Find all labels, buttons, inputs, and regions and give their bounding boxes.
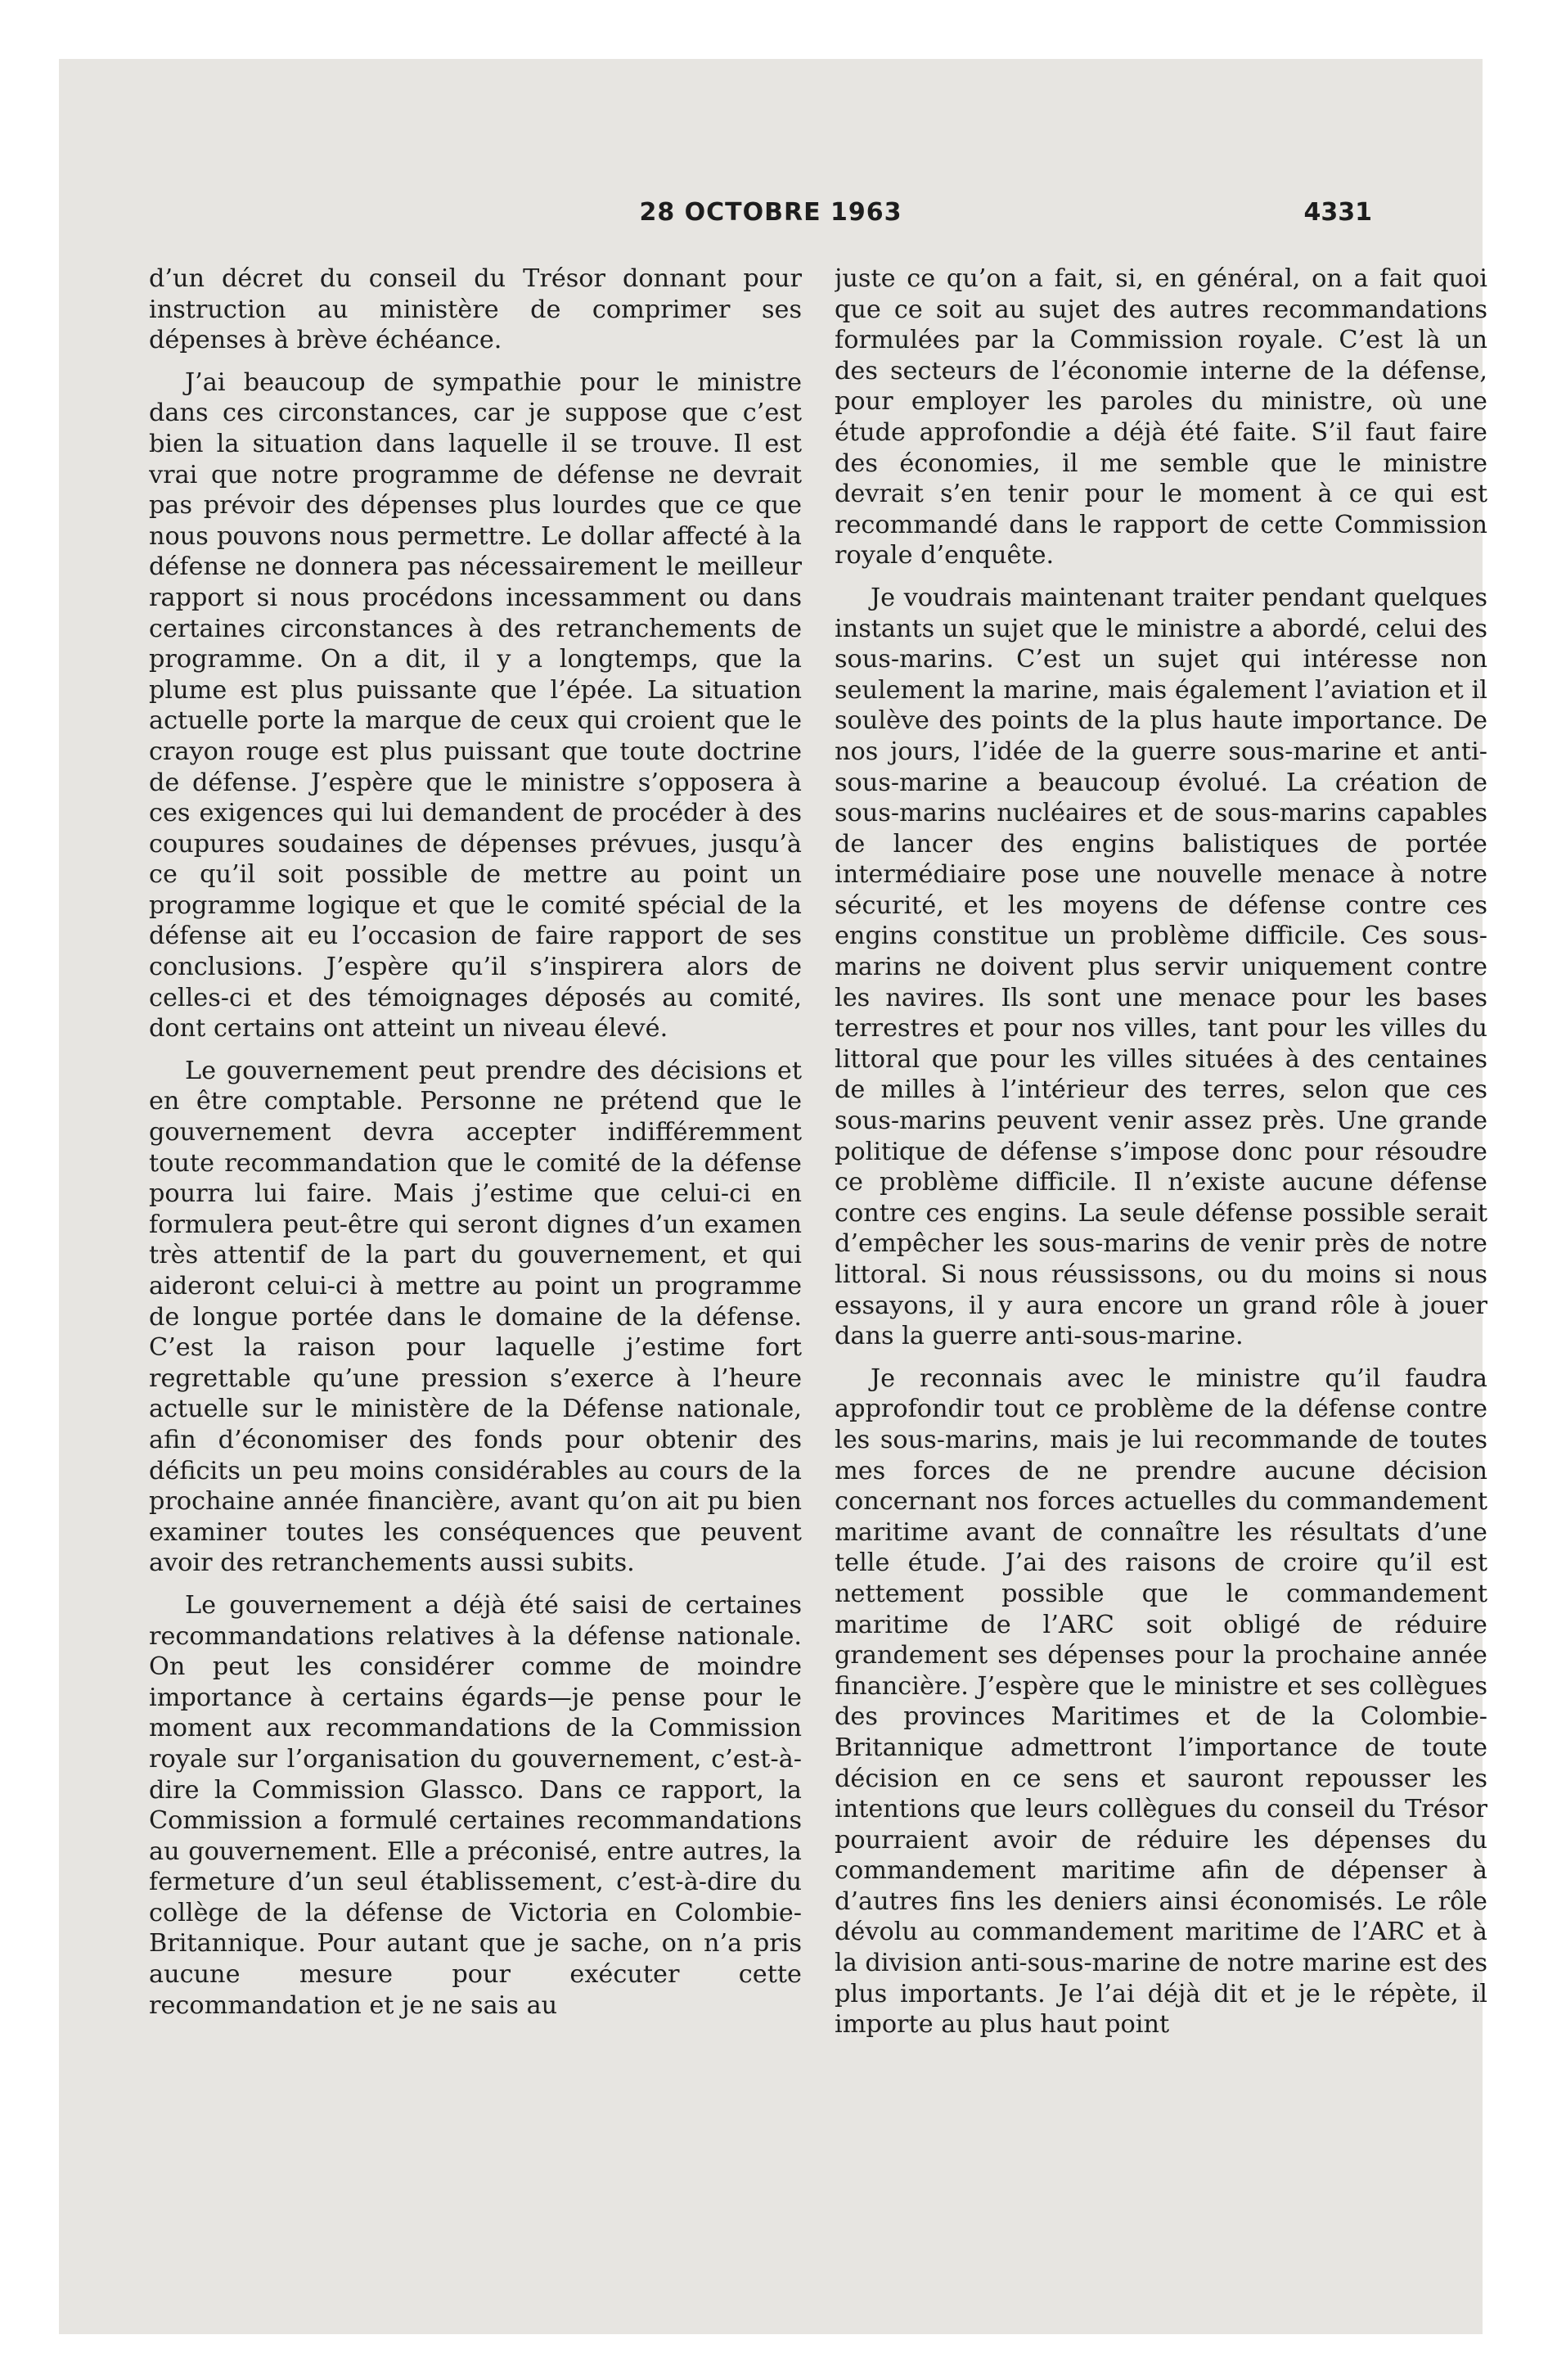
page-number: 4331 — [1303, 198, 1372, 227]
document-page — [59, 59, 1487, 2334]
left-column — [149, 264, 802, 2228]
right-column — [835, 264, 1487, 2228]
paragraph: d’un décret du conseil du Trésor donnant pour instruction au ministère de comprimer ses dépenses à brève échéance. — [149, 264, 802, 355]
paragraph: J’ai beaucoup de sympathie pour le ministre dans ces circonstances, car je suppose que c’est bien la situation dans laquelle il se trouve. Il est vrai que notre programme de défense ne devrait pas prévoir des dépenses plus lourdes que ce que nous pouvons nous permettre. Le dollar affecté à la défense ne donnera pas nécessairement le meilleur rapport si nous procédons incessamment ou dans certaines circonstances à des retranchements de programme. On a dit, il y a longtemps, que la plume est plus puissante que l’épée. La situation actuelle porte la marque de ceux qui croient que le crayon rouge est plus puissant que toute doctrine de défense. J’espère que le ministre s’opposera à ces exigences qui lui demandent de procéder à des coupures soudaines de dépenses prévues, jusqu’à ce qu’il soit possible de mettre au point un programme logique et que le comité spécial de la défense ait eu l’occasion de faire rapport de ses conclusions. J’espère qu’il s’inspirera alors de celles-ci et des témoignages déposés au comité, dont certains ont atteint un niveau élevé. — [149, 367, 802, 1044]
paragraph: juste ce qu’on a fait, si, en général, on a fait quoi que ce soit au sujet des autres recommandations formulées par la Commission royale. C’est là un des secteurs de l’économie interne de la défense, pour employer les paroles du ministre, où une étude approfondie a déjà été faite. S’il faut faire des économies, il me semble que le ministre devrait s’en tenir pour le moment à ce qui est recommandé dans le rapport de cette Commission royale d’enquête. — [835, 264, 1487, 570]
page-header — [59, 198, 1483, 231]
paragraph: Je voudrais maintenant traiter pendant quelques instants un sujet que le ministre a abordé, celui des sous-marins. C’est un sujet qui intéresse non seulement la marine, mais également l’aviation et il soulève des points de la plus haute importance. De nos jours, l’idée de la guerre sous-marine et anti-sous-marine a beaucoup évolué. La création de sous-marins nucléaires et de sous-marins capables de lancer des engins balistiques de portée intermédiaire pose une nouvelle menace à notre sécurité, et les moyens de défense contre ces engins constitue un problème difficile. Ces sous-marins ne doivent plus servir uniquement contre les navires. Ils sont une menace pour les bases terrestres et pour nos villes, tant pour les villes du littoral que pour les villes situées à des centaines de milles à l’intérieur des terres, selon que ces sous-marins peuvent venir assez près. Une grande politique de défense s’impose donc pour résoudre ce problème difficile. Il n’existe aucune défense contre ces engins. La seule défense possible serait d’empêcher les sous-marins de venir près de notre littoral. Si nous réussissons, ou du moins si nous essayons, il y aura encore un grand rôle à jouer dans la guerre anti-sous-marine. — [835, 583, 1487, 1351]
paragraph: Je reconnais avec le ministre qu’il faudra approfondir tout ce problème de la défense contre les sous-marins, mais je lui recommande de toutes mes forces de ne prendre aucune décision concernant nos forces actuelles du commandement maritime avant de connaître les résultats d’une telle étude. J’ai des raisons de croire qu’il est nettement possible que le commandement maritime de l’ARC soit obligé de réduire grandement ses dépenses pour la prochaine année financière. J’espère que le ministre et ses collègues des provinces Maritimes et de la Colombie-Britannique admettront l’importance de toute décision en ce sens et sauront repousser les intentions que leurs collègues du conseil du Trésor pourraient avoir de réduire les dépenses du commandement maritime afin de dépenser à d’autres fins les deniers ainsi économisés. Le rôle dévolu au commandement maritime de l’ARC et à la division anti-sous-marine de notre marine est des plus importants. Je l’ai déjà dit et je le répète, il importe au plus haut point — [835, 1364, 1487, 2040]
header-date: 28 OCTOBRE 1963 — [639, 198, 902, 227]
paragraph: Le gouvernement peut prendre des décisions et en être comptable. Personne ne prétend que le gouvernement devra accepter indifféremment toute recommandation que le comité de la défense pourra lui faire. Mais j’estime que celui-ci en formulera peut-être qui seront dignes d’un examen très attentif de la part du gouvernement, et qui aideront celui-ci à mettre au point un programme de longue portée dans le domaine de la défense. C’est la raison pour laquelle j’estime fort regrettable qu’une pression s’exerce à l’heure actuelle sur le ministère de la Défense nationale, afin d’économiser des fonds pour obtenir des déficits un peu moins considérables au cours de la prochaine année financière, avant qu’on ait pu bien examiner toutes les conséquences que peuvent avoir des retranchements aussi subits. — [149, 1056, 802, 1578]
paragraph: Le gouvernement a déjà été saisi de certaines recommandations relatives à la défense nationale. On peut les considérer comme de moindre importance à certains égards—je pense pour le moment aux recommandations de la Commission royale sur l’organisation du gouvernement, c’est-à-dire la Commission Glassco. Dans ce rapport, la Commission a formulé certaines recommandations au gouvernement. Elle a préconisé, entre autres, la fermeture d’un seul établissement, c’est-à-dire du collège de la défense de Victoria en Colombie-Britannique. Pour autant que je sache, on n’a pris aucune mesure pour exécuter cette recommandation et je ne sais au — [149, 1590, 802, 2020]
